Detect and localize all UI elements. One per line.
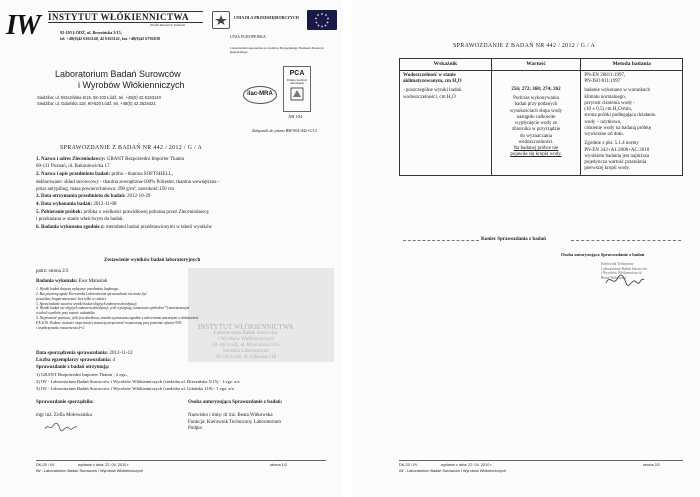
see-page-note: patrz: strona 2/2 <box>36 269 69 274</box>
method-cell <box>581 70 683 175</box>
note-item: w tabeli wyników przy nazwie wskaźnika. <box>36 311 96 316</box>
table-header-row <box>400 59 683 71</box>
institute-subtitle: Textile Research Institute <box>150 23 186 27</box>
pca-sub: Polskie Centrum Akredytacji <box>286 77 308 86</box>
report-item-value: deklarowane: skład surowcowy - tkanina zewnętrzna-100% Poliester, tkanina wewnętrzna - <box>36 180 220 185</box>
report-item <box>36 210 209 216</box>
stamp-line: Laboratorium Badań Surowców <box>601 266 648 271</box>
report-item <box>36 187 174 193</box>
performed-label: Badania wykonała: <box>36 279 78 284</box>
footer-edition-page2: wydanie z dnia: 22. 04. 2010 r. <box>441 463 493 467</box>
method-line: strona próbki podlegająca działaniu <box>584 113 656 119</box>
stamp-line-2: Laboratorium Badań Surowców <box>213 331 278 337</box>
report-item-label: 5. Pobieranie próbek: <box>36 210 84 215</box>
report-item-label: 3. Data otrzymania przedmiotu do badań: <box>36 194 127 199</box>
stamp-line: Kierownik Techniczny <box>601 262 634 266</box>
lab-seat-1: Siedziba: ul. Brzezińska 5/15, 92-103 Łódź, tel. +48(0) 42 6163140 <box>37 95 161 100</box>
prepared-name: mgr inż. Zofia Mołowańska <box>36 413 92 419</box>
report-item-value: 2012-11-08 <box>93 202 117 207</box>
end-dash-right <box>571 240 681 241</box>
footer-code-page2: DK-25 / I/V <box>399 463 418 467</box>
note-item: 3. Sprawozdanie zawiera wyniki badań objętych zakresem akredytacji. <box>36 301 138 306</box>
stamp-line-6: 90-520 Łódź, ul. Gdańska 118 <box>215 355 277 361</box>
ilac-mra-logo: ilac-MRA <box>243 86 277 104</box>
report-page-2 <box>353 0 700 497</box>
report-date-label: Data sporządzenia sprawozdania: <box>36 351 109 356</box>
page-number-page2: strona 2/2 <box>643 463 660 467</box>
certification-logo <box>212 11 230 29</box>
footer-rule <box>36 460 326 461</box>
report-item <box>36 164 110 170</box>
value-note <box>495 96 578 159</box>
report-item <box>36 180 219 186</box>
authorized-name: Nazwisko i imię: dr inż. Beata Witkowska <box>188 413 273 419</box>
indicator-title: Wodoszczelność w stanie aklimatyzowanym, cm H₂O <box>403 72 462 85</box>
accreditation-number: AB 104 <box>288 114 303 119</box>
results-title: Zestawienie wyników badań laboratoryjnych <box>104 258 201 263</box>
stamp-line-1: INSTYTUT WŁÓKIENNICTWA <box>198 323 294 331</box>
stamp-line: i Wyrobów Włókienniczych <box>601 271 642 276</box>
method-line: wywierane od dołu. <box>584 132 624 138</box>
method-line: badanie wykonano w warunkach <box>584 88 650 94</box>
report-date-value: 2012-11-12 <box>109 351 133 356</box>
copies-count <box>36 358 115 364</box>
report-item-label: 6. Badania wykonano zgodnie z: <box>36 225 107 230</box>
note-item: powielane fragmentarycznie lecz tylko w całości. <box>36 296 107 301</box>
page-number: strona 1/2 <box>270 463 287 467</box>
value-note-line: nastąpiło całkowite <box>516 114 556 120</box>
end-of-report: Koniec Sprawozdania z badań <box>481 237 546 242</box>
attachment-note: Załącznik do pisma BM-904-442-G/12 <box>252 128 317 133</box>
eu-label: UNIA EUROPEJSKA <box>230 34 266 39</box>
note-item: EA-4/16. Podane wartości niepewności stanowią niepewność rozszerzoną przy poziomie ufności 95% <box>36 320 182 325</box>
footer-edition: wydanie z dnia: 22. 04. 2010 r. <box>78 463 130 467</box>
method-line: pierwszej kropli wody. <box>584 166 630 172</box>
report-item-label: 4. Data wykonania badań: <box>36 202 94 207</box>
report-item-value: 2012-10-29 <box>126 194 151 199</box>
method-line: Zgodnie z pkt. 5.1.4 normy <box>584 141 639 147</box>
performed-by <box>36 279 107 285</box>
eu-flag-icon <box>307 10 337 30</box>
pca-emblem-icon <box>289 86 305 102</box>
value-note-line: wodoszczelności. <box>518 139 554 145</box>
header-indicator: Wskaźnik <box>400 59 492 71</box>
end-dash-left <box>403 240 479 241</box>
iw-logo: IW <box>6 10 40 41</box>
report-item <box>36 172 173 178</box>
report-item-value: polar antypiling, masa powierzchniowa: 290 g/m², szerokość:150 cm <box>36 187 174 192</box>
method-line: PN-EN 20811:1997, <box>584 72 626 78</box>
method-line: przyrost ciśnienia wody - <box>584 100 635 106</box>
stamp-line-4: 92-103 Łódź, ul. Brzezińska 5/15 <box>212 343 280 349</box>
value-note-line: do wyznaczania <box>519 133 553 139</box>
report-item-value: GRANT Bezpośredni Importer Tkanin <box>106 157 185 162</box>
recipients-label-text: Sprawozdanie z badań otrzymują: <box>36 365 110 370</box>
method-line: klimatu normalnego, <box>584 94 626 100</box>
authorized-block <box>188 400 328 432</box>
report-item <box>36 157 184 163</box>
stamp-line-5: Siedziba Laboratorium <box>222 349 269 355</box>
footer-rule-page2 <box>399 460 683 461</box>
report-title-page2: SPRAWOZDANIE Z BADAŃ NR 442 / 2012 / G / A <box>453 43 596 49</box>
footer-org-page2: IW - Laboratorium Badań Surowców i Wyrobów Włókienniczych <box>399 469 506 473</box>
prepared-by-block <box>36 400 176 437</box>
recipients-label <box>36 365 109 371</box>
indicator-sub: - poszczególne wyniki badań wodoszczelności, cm H₂O <box>403 88 462 100</box>
report-item <box>36 225 212 231</box>
indicator-cell <box>400 70 492 175</box>
value-note-line: badań przy podanych <box>514 102 558 108</box>
report-item <box>36 194 150 200</box>
method-line: pojedyncza wartość przeniknia <box>584 160 647 166</box>
value-note-line: wypłynięcie wody ze <box>514 121 558 127</box>
note-item: 4. Wyniki badań nie objętych zakresem akredytacji, jeśli występują, oznaczono symbolem *) umieszczonym <box>36 306 190 311</box>
pca-accreditation-logo <box>283 66 311 112</box>
report-item-value: próbka o wielkości prawidłowej pobrana przez Zleceniodawcę <box>83 210 209 215</box>
value-note-line: zbiornika w przyrządzie <box>511 127 561 133</box>
report-title: SPRAWOZDANIE Z BADAŃ NR 442 / 2012 / G / A <box>60 145 203 151</box>
institute-address: 92-103 ŁÓDŹ, ul. Brzezińska 5/15, <box>60 30 122 35</box>
report-page-1 <box>0 0 343 497</box>
method-line: wynikiem badania jest najniższa <box>584 153 650 159</box>
report-item <box>36 217 124 223</box>
authorized-function: Funkcja: Kierownik Techniczny Laboratorium <box>188 419 282 425</box>
report-item-value: metodami badań przedstawionymi w tabeli wyników <box>106 225 212 230</box>
note-item: 5. Niepewność pomiaru, jeśli jest określona, została wyznaczona zgodnie z zaleceniami zawartymi w dokumencie <box>36 316 199 321</box>
lab-title-line2: i Wyrobów Włókienniczych <box>78 80 185 90</box>
report-date <box>36 351 133 357</box>
value-note-line: Na badanej próbce nie <box>513 146 559 152</box>
pca-text: PCA <box>289 70 305 77</box>
method-line: PN-EN 343+A1:2008+AC:2010 <box>584 147 650 153</box>
results-table <box>399 58 683 176</box>
report-item-label: 2. Nazwa i opis przedmiotu badań: <box>36 172 112 177</box>
report-item <box>36 202 117 208</box>
authorized-label-page2: Osoba autoryzująca Sprawozdanie z badań <box>561 252 645 257</box>
table-row <box>400 70 683 175</box>
report-item-value: 60-111 Poznań, ul. Rakoniewicka 17 <box>36 164 110 169</box>
lab-seat-2: Siedziba: ul. Gdańska 118, 90-520 Łódź, tel. +48(0) 42 2534421 <box>37 101 156 106</box>
institute-phone: tel. +48(0)42 6163140, 42 6163141, fax +48(0)42 6792638 <box>60 36 160 41</box>
value-main: 256; 272; 368; 274; 262 <box>511 86 561 92</box>
note-item: 1. Wyniki badań dotyczą wyłącznie przedmiotu badanego. <box>36 287 120 291</box>
method-line: (10 ± 0,5) cm H₂O/min, <box>584 107 633 113</box>
authorized-label: Osoba autoryzująca Sprawozdanie z badań: <box>188 400 283 405</box>
authorized-signature-label: Podpis: <box>188 425 204 431</box>
stamp-line: Beata Witkowska <box>601 276 627 281</box>
report-item-label: 1. Nazwa i adres Zleceniodawcy: <box>36 157 107 162</box>
header-method: Metoda badania <box>581 59 683 71</box>
recipient-item: 3) IW - Laboratorium Badań Surowców i Wyrobów Włókienniczych (siedziba ul. Gdańska 118) - 1 egz. a/a <box>36 386 234 391</box>
certification-label: UNIA DLA PRZEDSIĘBIORCZYCH <box>234 15 299 20</box>
lab-stamp <box>198 323 294 361</box>
method-line: wody – użytkowa, <box>584 119 622 125</box>
method-line: ciśnienie wody na badaną próbkę <box>584 125 651 131</box>
report-item-value: próba – tkanina SOFTSHELL, <box>111 172 173 177</box>
recipient-item: 1) GRANT Bezpośredni Importer Tkanin - 2 egz., <box>36 372 129 377</box>
value-cell <box>491 70 581 175</box>
header-value: Wartość <box>491 59 581 71</box>
copies-label: Liczba egzemplarzy sprawozdania: <box>36 358 112 363</box>
stamp-line-3: i Wyrobów Włókienniczych <box>217 337 274 343</box>
value-note-line: wysokościach słupa wody <box>509 108 563 114</box>
institute-name: INSTYTUT WŁÓKIENNICTWA <box>48 12 189 22</box>
method-line: PN-ISO 811:1997 <box>584 79 621 85</box>
authorized-signature-icon <box>605 273 645 292</box>
prepared-label: Sprawozdanie sporządziła: <box>36 400 94 405</box>
footer-code: DK-25 / I/V <box>36 463 55 467</box>
copies-value: 4 <box>112 358 116 363</box>
value-note-line: pojawiła się kropla wody. <box>510 152 562 158</box>
funding-note: Laboratorium doposażone ze środków Europejskiego Funduszu Rozwoju Regionalnego <box>230 46 324 54</box>
report-item-value: i przekazana w stanie właściwym do badań. <box>36 217 124 222</box>
note-item: 2. Bez pisemnej zgody Kierownika Laboratorium sprawozdanie nie może być <box>36 291 147 296</box>
prepared-signature-icon <box>44 421 176 437</box>
performed-name: Ewa Matusiak <box>78 279 108 284</box>
lab-title-line1: Laboratorium Badań Surowców <box>55 69 181 79</box>
value-note-line: Podczas wykonywania <box>513 96 559 102</box>
note-item: i współczynniku rozszerzenia k=2 <box>36 325 85 330</box>
star-emblem-icon <box>215 15 227 25</box>
footer-org: IW - Laboratorium Badań Surowców i Wyrobów Włókienniczych <box>36 469 143 473</box>
recipient-item: 2) IW - Laboratorium Badań Surowców i Wyrobów Włókienniczych (siedziba ul. Brzezińska 5/15) - 1 egz. a/a <box>36 379 240 384</box>
